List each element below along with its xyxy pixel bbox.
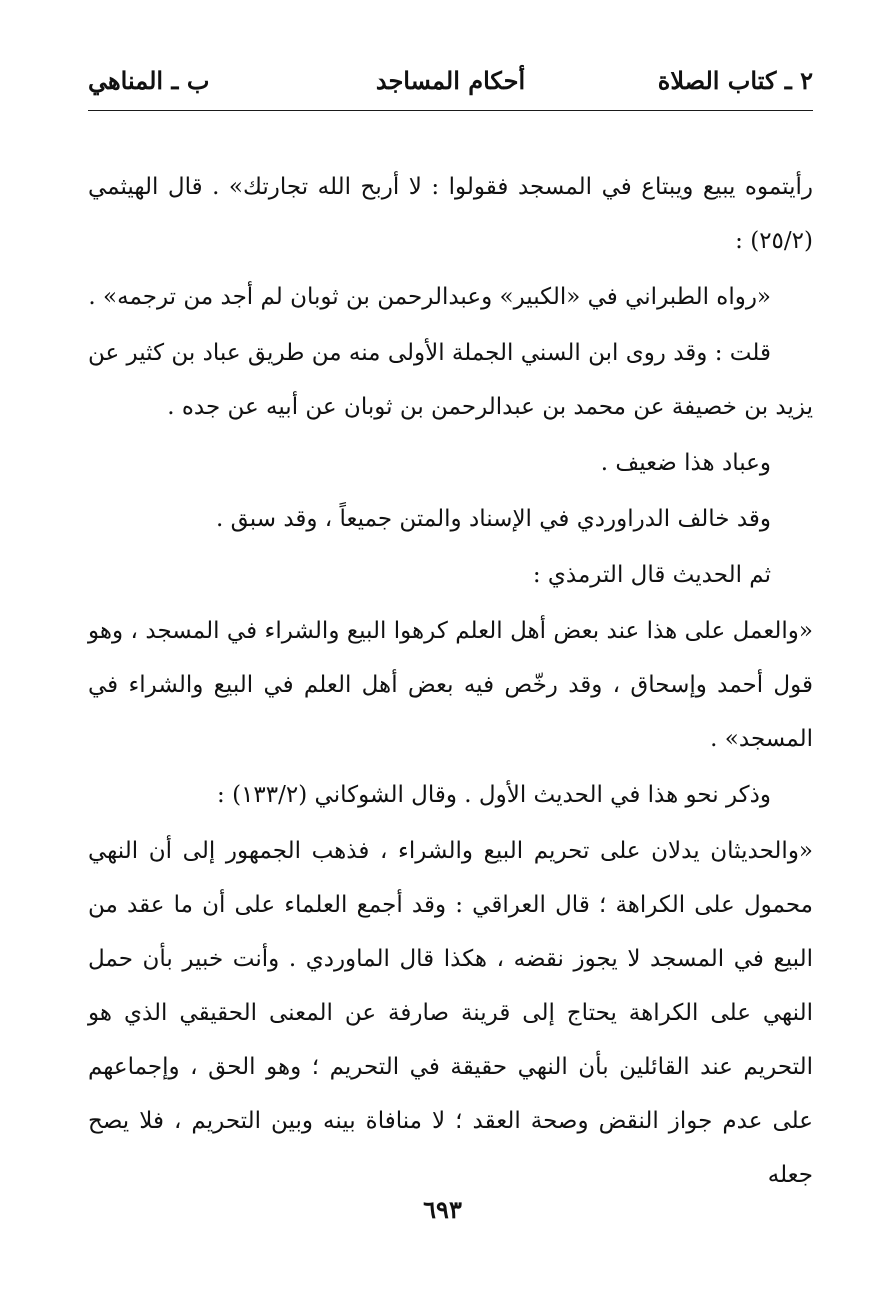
header-subsection-title: ب ـ المناهي [88,66,210,95]
paragraph-9: «والحديثان يدلان على تحريم البيع والشراء ، فذهب الجمهور إلى أن النهي محمول على الكراهة ؛ قال العراقي : وقد أجمع العلماء على أن ما عقد من البيع في المسجد لا يجوز نقضه ، هكذا قال الماوردي . وأنت خبير بأن حمل النهي على الكراهة يحتاج إلى قرينة صارفة عن المعنى الحقيقي الذي هو التحريم عند القائلين بأن النهي حقيقة في التحريم ؛ وهو الحق ، وإجماعهم على عدم جواز النقض وصحة العقد ؛ لا منافاة بينه وبين التحريم ، فلا يصح جعله [88,838,813,1188]
paragraph-1: رأيتموه يبيع ويبتاع في المسجد فقولوا : لا أربح الله تجارتك» . قال الهيثمي (٢٥/٢) : [88,174,813,254]
header-section-title: أحكام المساجد [375,66,526,95]
page-body [88,160,813,1204]
paragraph-7: «والعمل على هذا عند بعض أهل العلم كرهوا البيع والشراء في المسجد ، وهو قول أحمد وإسحاق ، وقد رخّص فيه بعض أهل العلم في البيع والشراء في المسجد» . [88,618,813,752]
paragraph-8: وذكر نحو هذا في الحديث الأول . وقال الشوكاني (١٣٣/٢) : [217,782,771,808]
paragraph-6: ثم الحديث قال الترمذي : [532,562,771,588]
page-number: ٦٩٣ [423,1195,462,1224]
paragraph-3: قلت : وقد روى ابن السني الجملة الأولى منه من طريق عباد بن كثير عن يزيد بن خصيفة عن محمد بن عبدالرحمن بن ثوبان عن أبيه عن جده . [88,340,813,420]
header-chapter-title: ٢ ـ كتاب الصلاة [657,66,813,95]
running-header [88,60,813,104]
header-divider [88,110,813,111]
paragraph-2: «رواه الطبراني في «الكبير» وعبدالرحمن بن ثوبان لم أجد من ترجمه» . [88,284,771,310]
paragraph-5: وقد خالف الدراوردي في الإسناد والمتن جميعاً ، وقد سبق . [216,506,771,532]
paragraph-4: وعباد هذا ضعيف . [600,450,771,476]
